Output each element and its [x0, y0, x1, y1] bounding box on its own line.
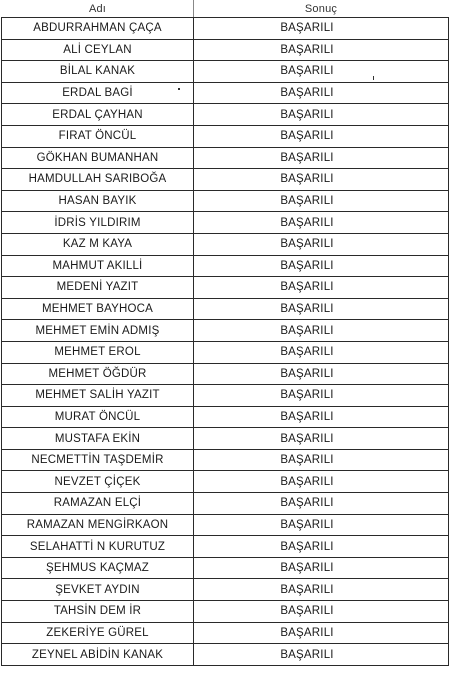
row-result-cell: BAŞARILI [194, 644, 449, 666]
row-result-cell: BAŞARILI [194, 61, 449, 83]
row-result-cell: BAŞARILI [194, 579, 449, 601]
row-result-cell: BAŞARILI [194, 255, 449, 277]
row-name-cell: ABDURRAHMAN ÇAÇA [2, 18, 194, 40]
table-body [2, 18, 449, 666]
row-name-cell: MEHMET EMİN ADMIŞ [2, 320, 194, 342]
table-row [2, 147, 449, 169]
row-name-cell: HAMDULLAH SARIBOĞA [2, 169, 194, 191]
row-result-cell: BAŞARILI [194, 277, 449, 299]
row-result-cell: BAŞARILI [194, 341, 449, 363]
row-name-cell: RAMAZAN MENGİRKAON [2, 514, 194, 536]
table-row [2, 536, 449, 558]
table-row [2, 18, 449, 40]
table-row [2, 298, 449, 320]
row-result-cell: BAŞARILI [194, 428, 449, 450]
row-result-cell: BAŞARILI [194, 212, 449, 234]
row-result-cell: BAŞARILI [194, 493, 449, 515]
table-row [2, 190, 449, 212]
scan-speck [178, 88, 180, 90]
row-result-cell: BAŞARILI [194, 385, 449, 407]
row-result-cell: BAŞARILI [194, 147, 449, 169]
row-name-cell: NECMETTİN TAŞDEMİR [2, 449, 194, 471]
row-result-cell: BAŞARILI [194, 622, 449, 644]
table-row [2, 277, 449, 299]
column-header-result: Sonuç [194, 1, 449, 18]
table-row [2, 125, 449, 147]
table-row [2, 471, 449, 493]
row-name-cell: TAHSİN DEM İR [2, 601, 194, 623]
row-name-cell: MUSTAFA EKİN [2, 428, 194, 450]
table-row [2, 169, 449, 191]
row-result-cell: BAŞARILI [194, 363, 449, 385]
row-result-cell: BAŞARILI [194, 406, 449, 428]
row-name-cell: MEHMET ÖĞDÜR [2, 363, 194, 385]
row-result-cell: BAŞARILI [194, 18, 449, 40]
row-name-cell: ZEYNEL ABİDİN KANAK [2, 644, 194, 666]
table-row [2, 341, 449, 363]
row-name-cell: ŞEVKET AYDIN [2, 579, 194, 601]
table-header-row [2, 1, 449, 18]
row-result-cell: BAŞARILI [194, 320, 449, 342]
row-result-cell: BAŞARILI [194, 449, 449, 471]
row-result-cell: BAŞARILI [194, 39, 449, 61]
row-result-cell: BAŞARILI [194, 169, 449, 191]
row-name-cell: GÖKHAN BUMANHAN [2, 147, 194, 169]
row-name-cell: İDRİS YILDIRIM [2, 212, 194, 234]
row-name-cell: ZEKERİYE GÜREL [2, 622, 194, 644]
table-row [2, 644, 449, 666]
row-name-cell: ŞEHMUS KAÇMAZ [2, 557, 194, 579]
table-row [2, 82, 449, 104]
table-row [2, 233, 449, 255]
results-table [1, 0, 449, 666]
column-header-name: Adı [2, 1, 194, 18]
row-name-cell: MEDENİ YAZIT [2, 277, 194, 299]
row-result-cell: BAŞARILI [194, 601, 449, 623]
row-name-cell: KAZ M KAYA [2, 233, 194, 255]
table-row [2, 449, 449, 471]
table-row [2, 320, 449, 342]
row-name-cell: SELAHATTİ N KURUTUZ [2, 536, 194, 558]
row-name-cell: MEHMET SALİH YAZIT [2, 385, 194, 407]
row-name-cell: RAMAZAN ELÇİ [2, 493, 194, 515]
scan-speck [373, 76, 374, 80]
table-row [2, 61, 449, 83]
table-row [2, 363, 449, 385]
row-name-cell: ERDAL ÇAYHAN [2, 104, 194, 126]
table-row [2, 104, 449, 126]
row-result-cell: BAŞARILI [194, 514, 449, 536]
table-row [2, 212, 449, 234]
row-name-cell: MEHMET EROL [2, 341, 194, 363]
table-row [2, 601, 449, 623]
row-result-cell: BAŞARILI [194, 125, 449, 147]
row-result-cell: BAŞARILI [194, 233, 449, 255]
table-row [2, 579, 449, 601]
row-result-cell: BAŞARILI [194, 104, 449, 126]
table-row [2, 493, 449, 515]
results-sheet [1, 0, 448, 671]
table-row [2, 622, 449, 644]
row-result-cell: BAŞARILI [194, 298, 449, 320]
row-name-cell: MEHMET BAYHOCA [2, 298, 194, 320]
row-result-cell: BAŞARILI [194, 82, 449, 104]
table-row [2, 406, 449, 428]
row-name-cell: MAHMUT AKILLİ [2, 255, 194, 277]
row-result-cell: BAŞARILI [194, 471, 449, 493]
table-row [2, 385, 449, 407]
table-row [2, 514, 449, 536]
row-name-cell: FIRAT ÖNCÜL [2, 125, 194, 147]
row-name-cell: BİLAL KANAK [2, 61, 194, 83]
row-name-cell: ERDAL BAGİ [2, 82, 194, 104]
table-row [2, 39, 449, 61]
row-name-cell: NEVZET ÇİÇEK [2, 471, 194, 493]
table-row [2, 428, 449, 450]
row-result-cell: BAŞARILI [194, 536, 449, 558]
table-row [2, 255, 449, 277]
row-name-cell: HASAN BAYIK [2, 190, 194, 212]
row-result-cell: BAŞARILI [194, 557, 449, 579]
row-name-cell: MURAT ÖNCÜL [2, 406, 194, 428]
table-row [2, 557, 449, 579]
row-name-cell: ALİ CEYLAN [2, 39, 194, 61]
row-result-cell: BAŞARILI [194, 190, 449, 212]
